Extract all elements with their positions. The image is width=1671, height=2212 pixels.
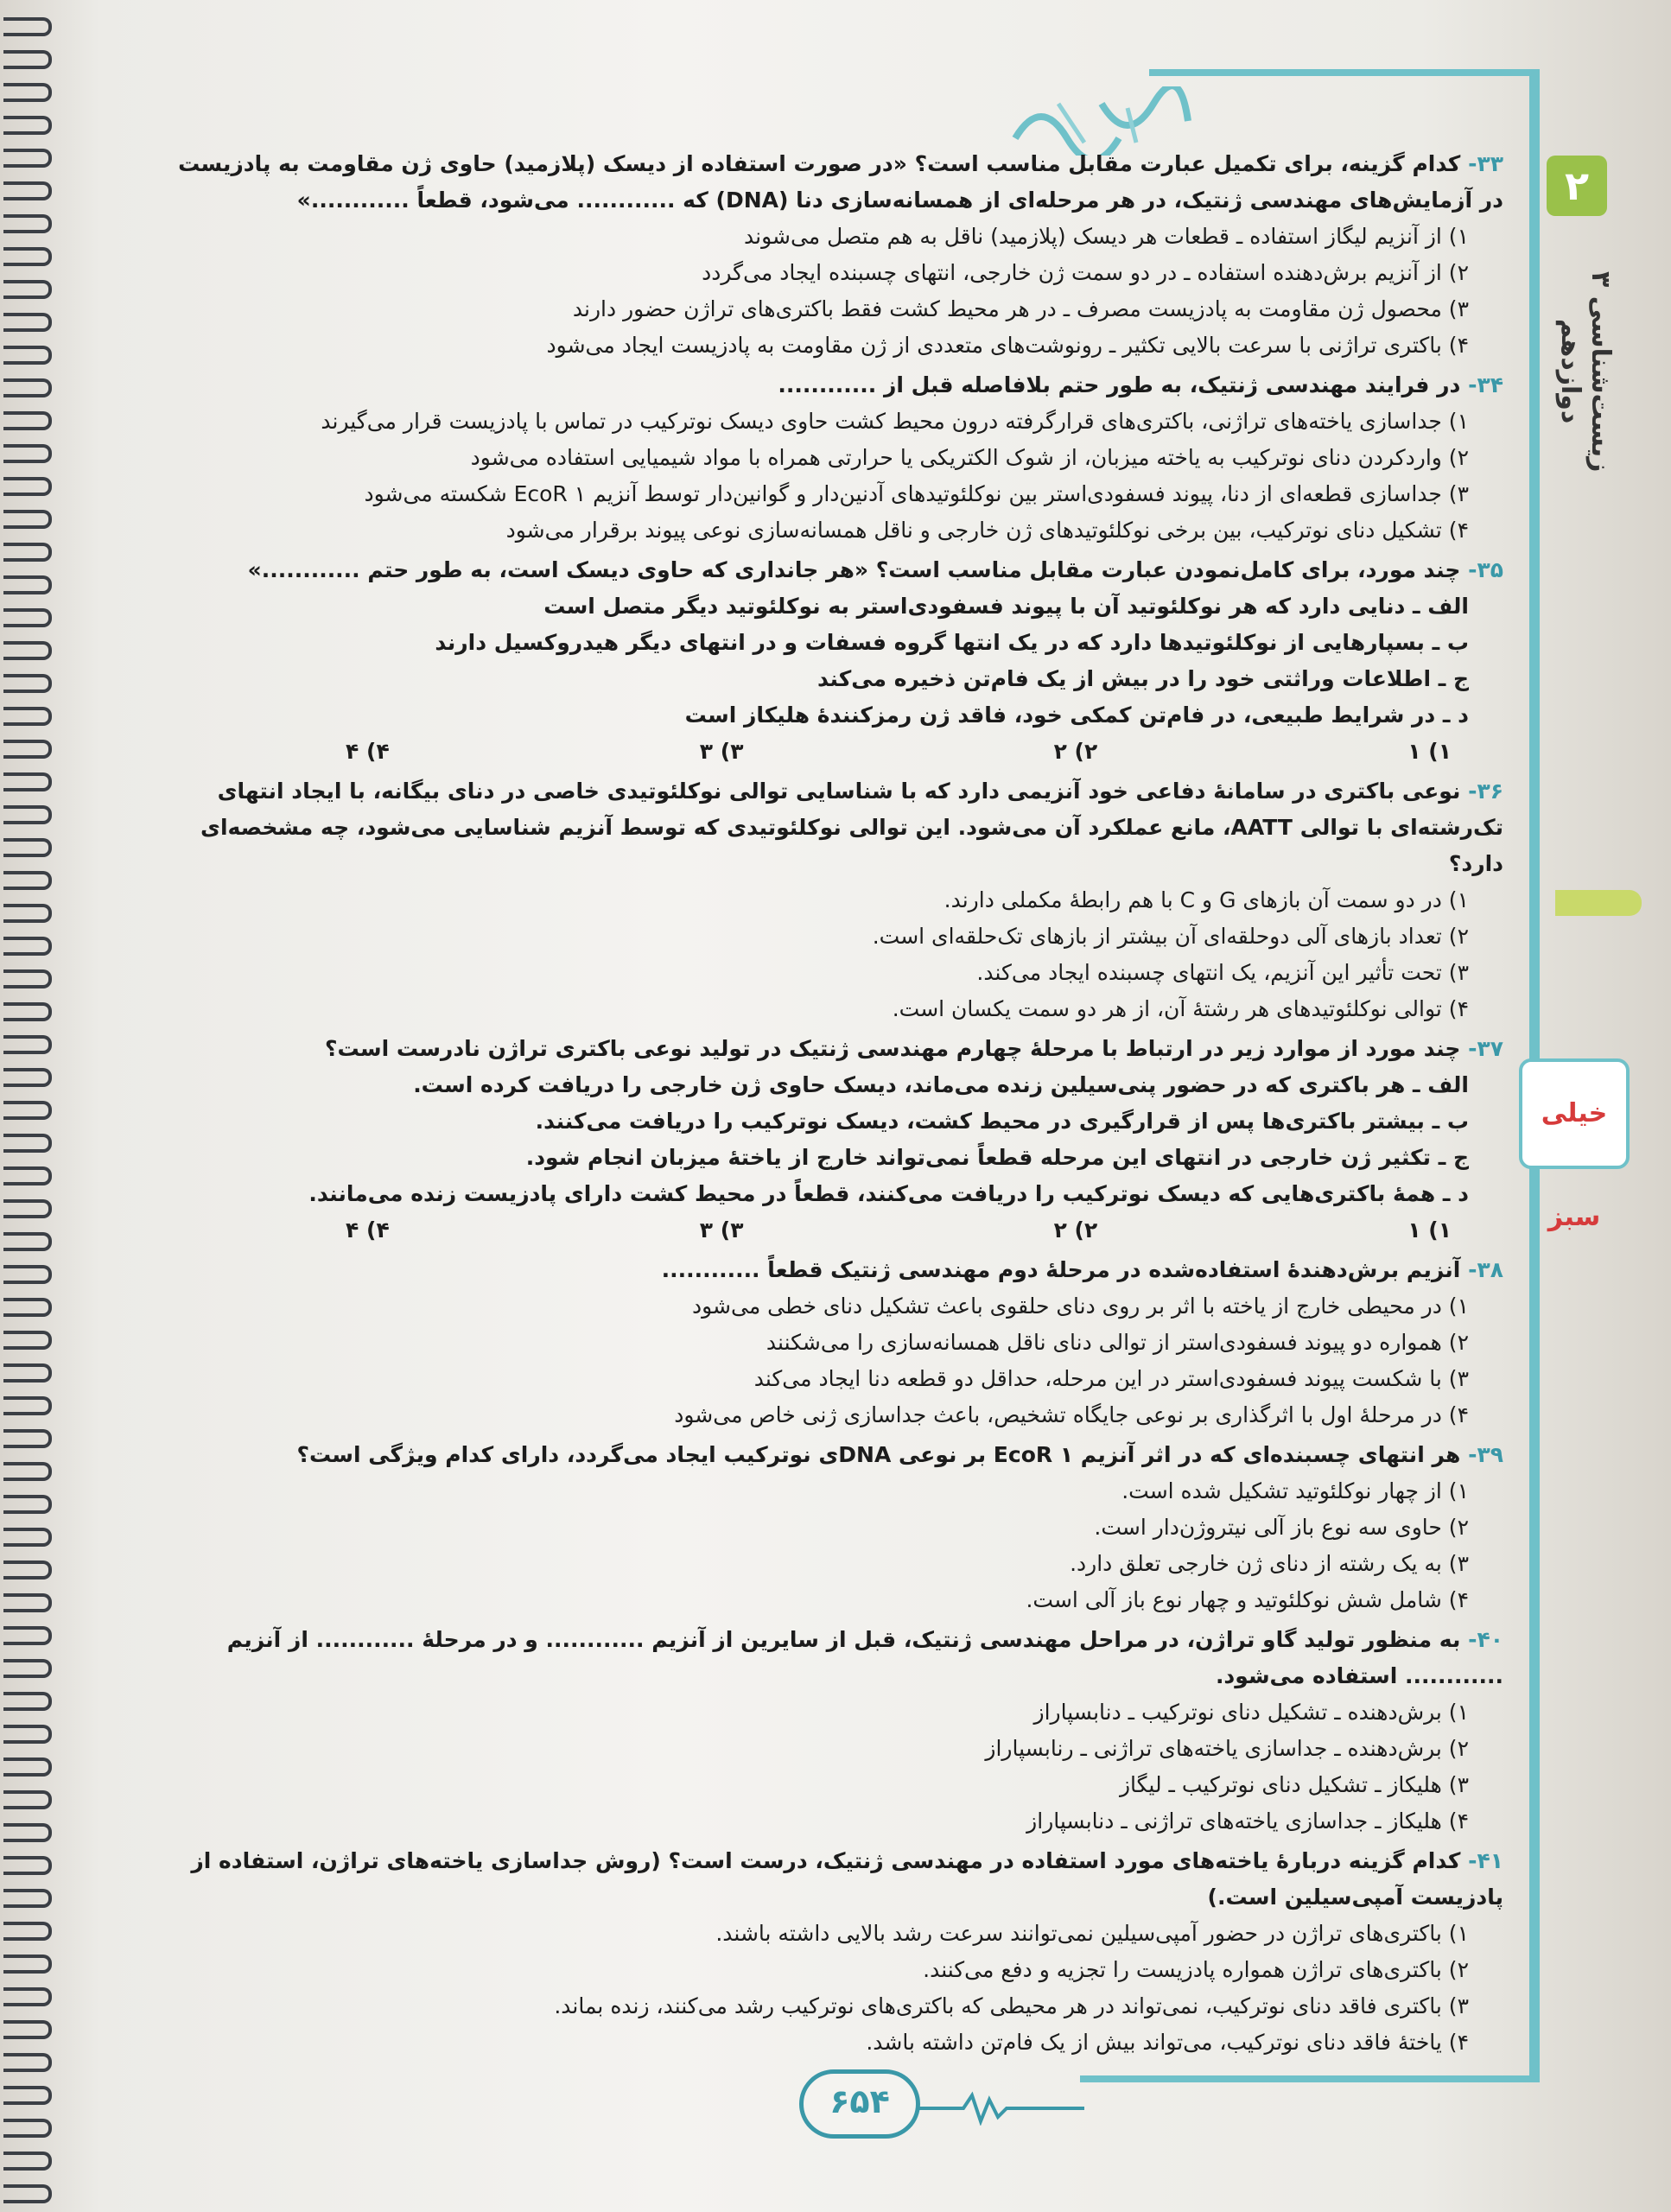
spiral-coil <box>3 1166 52 1185</box>
question-stem: در فرایند مهندسی ژنتیک، به طور حتم بلافاصله قبل از ............ <box>778 372 1461 397</box>
spiral-coil <box>3 313 52 332</box>
spiral-coil <box>3 444 52 463</box>
spiral-coil <box>3 543 52 562</box>
option: ۴) در مرحلهٔ اول با اثرگذاری بر نوعی جایگاه تشخیص، باعث جداسازی ژنی خاص می‌شود <box>674 1402 1469 1427</box>
option: ۴) توالی نوکلئوتیدهای هر رشتهٔ آن، از هر دو سمت یکسان است. <box>892 996 1469 1021</box>
spiral-coil <box>3 1856 52 1875</box>
question-stem: به منظور تولید گاو تراژن، در مراحل مهندسی ژنتیک، قبل از سایرین از آنزیم ............ و در مرحلهٔ ............ از آنزیم ............ استفاده می‌شود. <box>226 1627 1503 1688</box>
spiral-coil <box>3 1265 52 1284</box>
questions-content <box>156 143 1503 2061</box>
spiral-coil <box>3 1396 52 1415</box>
option: ۴) شامل شش نوکلئوتید و چهار نوع باز آلی است. <box>1026 1587 1469 1612</box>
spiral-coil <box>3 575 52 594</box>
option: ۱) در دو سمت آن بازهای G و C با هم رابطهٔ مکملی دارند. <box>944 887 1469 912</box>
spiral-coil <box>3 772 52 791</box>
option: ۳) به یک رشته از دنای ژن خارجی تعلق دارد. <box>1070 1551 1469 1576</box>
spiral-coil <box>3 1758 52 1777</box>
choice: ۱) ۱ <box>1407 739 1452 764</box>
spiral-coil <box>3 1725 52 1744</box>
answer-choices <box>156 734 1503 770</box>
statement: ج ـ اطلاعات وراثتی خود را در بیش از یک فام‌تن ذخیره می‌کند <box>817 666 1469 691</box>
option: ۳) تحت تأثیر این آنزیم، یک انتهای چسبنده ایجاد می‌کند. <box>976 960 1469 985</box>
answer-choices <box>156 1212 1503 1249</box>
option: ۳) باکتری فاقد دنای نوترکیب، نمی‌تواند در هر محیطی که باکتری‌های نوترکیب رشد می‌کنند، زنده بماند. <box>554 1993 1469 2018</box>
spiral-coil <box>3 1955 52 1974</box>
spiral-coil <box>3 1593 52 1612</box>
spiral-coil <box>3 149 52 168</box>
spiral-coil <box>3 740 52 759</box>
spiral-coil <box>3 1429 52 1448</box>
option: ۴) باکتری تراژنی با سرعت بالایی تکثیر ـ رونوشت‌های متعددی از ژن مقاومت به پادزیست ایجاد می‌شود <box>546 333 1469 358</box>
page-number: ۶۵۴ <box>799 2069 920 2139</box>
frame-bottom-border <box>1080 2075 1538 2082</box>
spiral-coil <box>3 1889 52 1908</box>
spiral-coil <box>3 2086 52 2105</box>
choice: ۴) ۴ <box>346 1217 390 1243</box>
question-stem: کدام گزینه، برای تکمیل عبارت مقابل مناسب است؟ «در صورت استفاده از دیسک (پلازمید) حاوی ژن مقاومت به پادزیست در آزمایش‌های مهندسی ژنتیک، در هر مرحله‌ای از همسانه‌سازی دنا (DNA) که ............ می‌شود، قطعاً ............» <box>178 151 1503 213</box>
option: ۱) برش‌دهنده ـ تشکیل دنای نوترکیب ـ دنابسپاراز <box>1033 1700 1469 1725</box>
spiral-coil <box>3 1626 52 1645</box>
option: ۲) تعداد بازهای آلی دوحلقه‌ای آن بیشتر از بازهای تک‌حلقه‌ای است. <box>872 924 1469 949</box>
spiral-coil <box>3 1692 52 1711</box>
choice: ۴) ۴ <box>346 739 390 764</box>
spiral-coil <box>3 1790 52 1809</box>
choice: ۳) ۳ <box>699 1217 744 1243</box>
chapter-number-badge: ۲ <box>1547 156 1607 216</box>
question-number: ۳۶- <box>1468 779 1503 804</box>
spiral-coil <box>3 1331 52 1350</box>
spiral-coil <box>3 641 52 660</box>
option: ۲) همواره دو پیوند فسفودی‌استر از توالی دنای ناقل همسانه‌سازی را می‌شکنند <box>766 1330 1469 1355</box>
spiral-coil <box>3 1823 52 1842</box>
choice: ۱) ۱ <box>1407 1217 1452 1243</box>
option: ۲) حاوی سه نوع باز آلی نیتروژن‌دار است. <box>1094 1515 1469 1540</box>
frame-top-border <box>1149 69 1538 76</box>
spiral-coil <box>3 378 52 397</box>
option: ۳) هلیکاز ـ تشکیل دنای نوترکیب ـ لیگاز <box>1119 1772 1469 1797</box>
spiral-coil <box>3 510 52 529</box>
spiral-coil <box>3 1035 52 1054</box>
spiral-coil <box>3 805 52 824</box>
question-stem: چند مورد، برای کامل‌نمودن عبارت مقابل مناسب است؟ «هر جانداری که حاوی دیسک است، به طور حتم ............» <box>247 557 1461 582</box>
question-34 <box>156 367 1503 549</box>
question-40 <box>156 1622 1503 1840</box>
option: ۳) با شکست پیوند فسفودی‌استر در این مرحله، حداقل دو قطعه دنا ایجاد می‌کند <box>753 1366 1469 1391</box>
spiral-coil <box>3 1922 52 1941</box>
option: ۲) باکتری‌های تراژن همواره پادزیست را تجزیه و دفع می‌کنند. <box>923 1957 1469 1982</box>
spiral-coil <box>3 1659 52 1678</box>
spiral-coil <box>3 904 52 923</box>
choice: ۲) ۲ <box>1053 739 1098 764</box>
question-stem: هر انتهای چسبنده‌ای که در اثر آنزیم EcoR ۱ بر نوعی DNAی نوترکیب ایجاد می‌گردد، دارای کدام ویژگی است؟ <box>296 1442 1461 1467</box>
option: ۲) واردکردن دنای نوترکیب به یاخته میزبان، از شوک الکتریکی یا حرارتی همراه با مواد شیمیایی استفاده می‌شود <box>470 445 1469 470</box>
question-41 <box>156 1843 1503 2061</box>
spiral-coil <box>3 2053 52 2072</box>
question-number: ۳۸- <box>1468 1257 1503 1282</box>
spiral-coil <box>3 247 52 266</box>
statement: ج ـ تکثیر ژن خارجی در انتهای این مرحله قطعاً نمی‌تواند خارج از یاختهٔ میزبان انجام شود. <box>525 1145 1469 1170</box>
side-tab-marker <box>1555 890 1642 916</box>
spiral-coil <box>3 50 52 69</box>
spiral-coil <box>3 937 52 956</box>
question-33 <box>156 146 1503 364</box>
spiral-coil <box>3 1134 52 1153</box>
spiral-coil <box>3 1560 52 1580</box>
spiral-coil <box>3 2119 52 2138</box>
spiral-coil <box>3 838 52 857</box>
spiral-coil <box>3 477 52 496</box>
spiral-coil <box>3 871 52 890</box>
statement: ب ـ بیشتر باکتری‌ها پس از قرارگیری در محیط کشت، دیسک نوترکیب را دریافت می‌کنند. <box>535 1109 1469 1134</box>
question-37 <box>156 1031 1503 1249</box>
question-number: ۴۰- <box>1468 1627 1503 1652</box>
question-stem: آنزیم برش‌دهندهٔ استفاده‌شده در مرحلهٔ دوم مهندسی ژنتیک قطعاً ............ <box>661 1257 1461 1282</box>
option: ۴) تشکیل دنای نوترکیب، بین برخی نوکلئوتیدهای ژن خارجی و ناقل همسانه‌سازی نوعی پیوند برقرار می‌شود <box>505 518 1469 543</box>
spiral-coil <box>3 674 52 693</box>
option: ۴) یاختهٔ فاقد دنای نوترکیب، می‌تواند بیش از یک فام‌تن داشته باشد. <box>866 2030 1469 2055</box>
question-number: ۳۴- <box>1468 372 1503 397</box>
question-stem: نوعی باکتری در سامانهٔ دفاعی خود آنزیمی دارد که با شناسایی توالی نوکلئوتیدی خاصی در دنای بیگانه، با ایجاد انتهای تک‌رشته‌ای با توالی AATT، مانع عملکرد آن می‌شود. این توالی نوکلئوتیدی که توسط آنزیم شناسایی می‌شود، چه مشخصه‌ای دارد؟ <box>200 779 1503 876</box>
spiral-coil <box>3 2020 52 2039</box>
spiral-coil <box>3 214 52 233</box>
question-35 <box>156 552 1503 770</box>
spiral-coil <box>3 1462 52 1481</box>
question-38 <box>156 1252 1503 1433</box>
option: ۳) محصول ژن مقاومت به پادزیست مصرف ـ در هر محیط کشت فقط باکتری‌های تراژن حضور دارند <box>572 296 1469 321</box>
spiral-coil <box>3 1363 52 1382</box>
option: ۱) از آنزیم لیگاز استفاده ـ قطعات هر دیسک (پلازمید) ناقل به هم متصل می‌شوند <box>744 224 1469 249</box>
statement: الف ـ دنایی دارد که هر نوکلئوتید آن با پیوند فسفودی‌استر به نوکلئوتید دیگر متصل است <box>543 594 1469 619</box>
question-number: ۳۵- <box>1468 557 1503 582</box>
spiral-coil <box>3 1002 52 1021</box>
spiral-coil <box>3 1068 52 1087</box>
statement: د ـ در شرایط طبیعی، در فام‌تن کمکی خود، فاقد ژن رمزکنندهٔ هلیکاز است <box>684 702 1469 728</box>
choice: ۳) ۳ <box>699 739 744 764</box>
spiral-coil <box>3 1987 52 2006</box>
spiral-coil <box>3 707 52 726</box>
spiral-coil <box>3 1298 52 1317</box>
spiral-coil <box>3 346 52 365</box>
statement: د ـ همهٔ باکتری‌هایی که دیسک نوترکیب را دریافت می‌کنند، قطعاً در محیط کشت دارای پادزیست زنده می‌مانند. <box>308 1181 1469 1206</box>
spiral-coil <box>3 1199 52 1218</box>
spiral-coil <box>3 608 52 627</box>
option: ۲) برش‌دهنده ـ جداسازی یاخته‌های تراژنی ـ رنابسپاراز <box>985 1736 1469 1761</box>
spiral-coil <box>3 2184 52 2203</box>
spiral-binding <box>0 0 52 2212</box>
option: ۱) از چهار نوکلئوتید تشکیل شده است. <box>1121 1478 1469 1503</box>
question-number: ۳۳- <box>1468 151 1503 176</box>
statement: الف ـ هر باکتری که در حضور پنی‌سیلین زنده می‌ماند، دیسک حاوی ژن خارجی را دریافت کرده است. <box>413 1072 1469 1097</box>
spiral-coil <box>3 17 52 36</box>
option: ۲) از آنزیم برش‌دهنده استفاده ـ در دو سمت ژن خارجی، انتهای چسبنده ایجاد می‌گردد <box>702 260 1469 285</box>
spiral-coil <box>3 1232 52 1251</box>
spiral-coil <box>3 181 52 200</box>
question-number: ۳۹- <box>1468 1442 1503 1467</box>
publisher-badge: خیلی سبز <box>1519 1058 1630 1169</box>
question-stem: کدام گزینه دربارهٔ یاخته‌های مورد استفاده در مهندسی ژنتیک، درست است؟ (روش جداسازی یاخته‌های تراژن، استفاده از پادزیست آمپی‌سیلین است.) <box>191 1848 1503 1910</box>
spiral-coil <box>3 116 52 135</box>
question-36 <box>156 773 1503 1027</box>
spiral-coil <box>3 83 52 102</box>
book-title-side-label: زیست‌شناسی ۳ دوازدهم <box>1555 270 1616 473</box>
spiral-coil <box>3 1495 52 1514</box>
option: ۴) هلیکاز ـ جداسازی یاخته‌های تراژنی ـ دنابسپاراز <box>1026 1808 1469 1834</box>
option: ۱) جداسازی یاخته‌های تراژنی، باکتری‌های قرارگرفته درون محیط کشت حاوی دیسک نوترکیب در تماس با پادزیست قرار می‌گیرند <box>321 409 1469 434</box>
heartbeat-line-decoration <box>912 2091 1084 2126</box>
spiral-coil <box>3 411 52 430</box>
spiral-coil <box>3 1528 52 1547</box>
spiral-coil <box>3 2152 52 2171</box>
question-stem: چند مورد از موارد زیر در ارتباط با مرحلهٔ چهارم مهندسی ژنتیک در تولید نوعی باکتری تراژن نادرست است؟ <box>325 1036 1461 1061</box>
spiral-coil <box>3 1101 52 1120</box>
question-number: ۳۷- <box>1468 1036 1503 1061</box>
option: ۳) جداسازی قطعه‌ای از دنا، پیوند فسفودی‌استر بین نوکلئوتیدهای آدنین‌دار و گوانین‌دار توسط آنزیم EcoR ۱ شکسته می‌شود <box>364 481 1469 506</box>
question-number: ۴۱- <box>1468 1848 1503 1873</box>
choice: ۲) ۲ <box>1053 1217 1098 1243</box>
question-39 <box>156 1437 1503 1618</box>
option: ۱) در محیطی خارج از یاخته با اثر بر روی دنای حلقوی باعث تشکیل دنای خطی می‌شود <box>692 1294 1469 1319</box>
spiral-coil <box>3 969 52 988</box>
statement: ب ـ بسپارهایی از نوکلئوتیدها دارد که در یک انتها گروه فسفات و در انتهای دیگر هیدروکسیل دارند <box>435 630 1469 655</box>
spiral-coil <box>3 280 52 299</box>
option: ۱) باکتری‌های تراژن در حضور آمپی‌سیلین نمی‌توانند سرعت رشد بالایی داشته باشند. <box>715 1921 1469 1946</box>
